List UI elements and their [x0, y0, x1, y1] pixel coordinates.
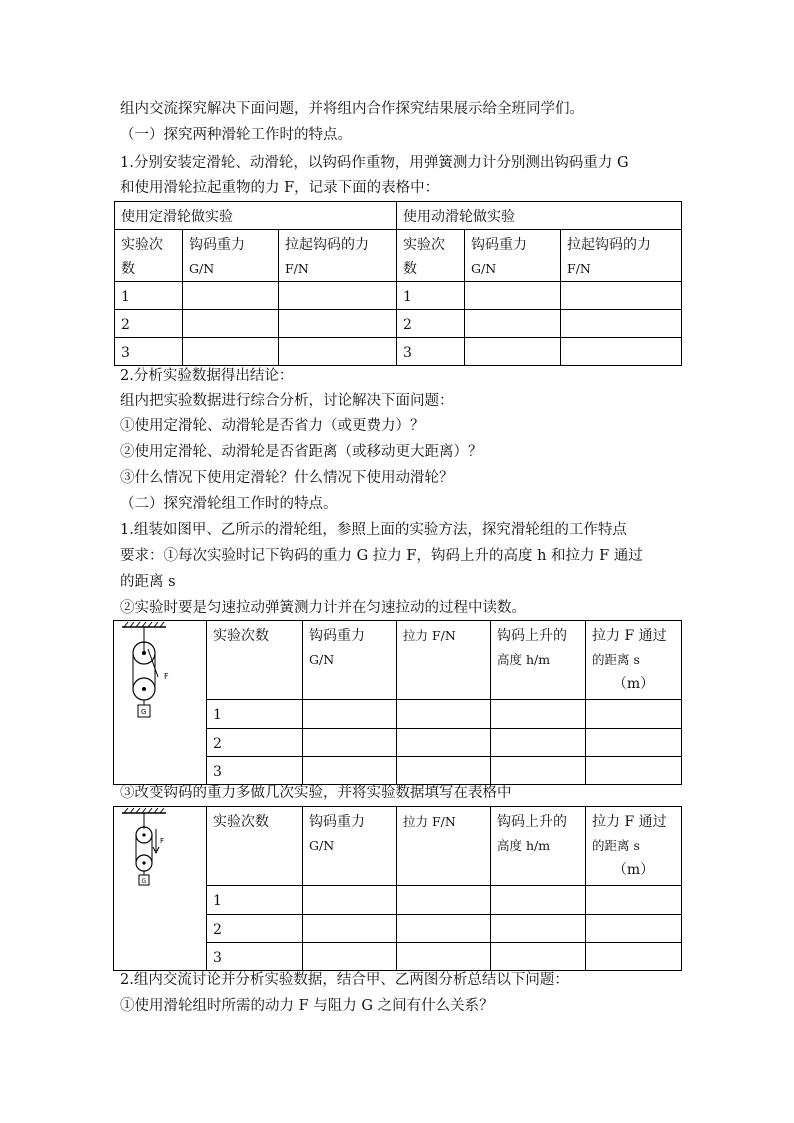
table-row	[115, 338, 682, 366]
header-distance-a: 拉力 F 通过	[592, 628, 667, 644]
section1-question-3: ③什么情况下使用定滑轮？什么情况下使用动滑轮？	[120, 470, 454, 486]
trial-number: 2	[207, 728, 303, 756]
header-force-fixed	[279, 230, 397, 282]
trial-number: 1	[397, 282, 465, 310]
blank-cell[interactable]	[465, 310, 561, 338]
movable-pulley-header: 使用动滑轮做实验	[397, 202, 682, 230]
trial-number: 2	[397, 310, 465, 338]
weight-label-g: G	[141, 878, 147, 885]
blank-cell[interactable]	[303, 756, 397, 784]
header-weight	[303, 621, 397, 700]
header-force: 拉力 F/N	[397, 807, 491, 886]
pulley-block-diagram-b	[114, 807, 206, 962]
blank-cell[interactable]	[397, 942, 491, 970]
header-weight-a: 钩码重力	[189, 237, 245, 253]
blank-cell[interactable]	[183, 310, 279, 338]
header-weight-a: 钩码重力	[309, 628, 365, 644]
force-label-f: F	[164, 672, 169, 681]
blank-cell[interactable]	[586, 914, 682, 942]
header-force-movable	[561, 230, 682, 282]
blank-cell[interactable]	[279, 338, 397, 366]
header-distance-a: 拉力 F 通过	[592, 814, 667, 830]
trial-number: 3	[397, 338, 465, 366]
blank-cell[interactable]	[183, 338, 279, 366]
section1-step2: 2.分析实验数据得出结论：	[120, 368, 294, 384]
intro-text: 组内交流探究解决下面问题，并将组内合作探究结果展示给全班同学们。	[120, 101, 584, 117]
blank-cell[interactable]	[561, 310, 682, 338]
header-distance-c: （m）	[612, 862, 655, 878]
section2-step2: 2.组内交流讨论并分析实验数据，结合甲、乙两图分析总结以下问题：	[120, 972, 569, 988]
blank-cell[interactable]	[491, 914, 586, 942]
table-row	[115, 282, 682, 310]
header-trial-movable	[397, 230, 465, 282]
header-weight-b: G/N	[189, 261, 215, 276]
section1-title: （一）探究两种滑轮工作时的特点。	[120, 127, 352, 143]
trial-number: 3	[207, 756, 303, 784]
trial-number: 1	[115, 282, 183, 310]
table-row	[115, 310, 682, 338]
blank-cell[interactable]	[491, 886, 586, 914]
blank-cell[interactable]	[465, 282, 561, 310]
header-weight-b: G/N	[309, 652, 335, 667]
pulley-figure-a	[114, 621, 207, 785]
trial-number: 2	[207, 914, 303, 942]
blank-cell[interactable]	[279, 310, 397, 338]
header-trial-b: 数	[403, 261, 418, 277]
header-weight-a: 钩码重力	[309, 814, 365, 830]
section1-question-1: ①使用定滑轮、动滑轮是否省力（或更费力）？	[120, 418, 425, 434]
blank-cell[interactable]	[586, 728, 682, 756]
blank-cell[interactable]	[183, 282, 279, 310]
blank-cell[interactable]	[465, 338, 561, 366]
header-weight	[303, 807, 397, 886]
section1-step2-desc: 组内把实验数据进行综合分析，讨论解决下面问题：	[120, 393, 454, 409]
pulley-block-table-b	[113, 806, 682, 971]
blank-cell[interactable]	[303, 942, 397, 970]
blank-cell[interactable]	[397, 914, 491, 942]
blank-cell[interactable]	[397, 886, 491, 914]
header-trials: 实验次数	[207, 807, 303, 886]
blank-cell[interactable]	[397, 700, 491, 728]
header-force-a: 拉起钩码的力	[567, 237, 652, 253]
trial-number: 1	[207, 700, 303, 728]
header-trial-fixed	[115, 230, 183, 282]
blank-cell[interactable]	[279, 282, 397, 310]
header-weight-fixed	[183, 230, 279, 282]
blank-cell[interactable]	[586, 756, 682, 784]
header-distance-b: 的距离 s	[592, 652, 640, 667]
header-force-a: 拉起钩码的力	[285, 237, 369, 253]
section2-step1-line3: 的距离 s	[120, 574, 176, 590]
blank-cell[interactable]	[491, 700, 586, 728]
section1-question-2: ②使用定滑轮、动滑轮是否省距离（或移动更大距离）？	[120, 444, 483, 460]
header-trial-b: 数	[121, 261, 135, 277]
section2-requirement-3: ③改变钩码的重力多做几次实验，并将实验数据填写在表格中	[120, 785, 512, 801]
blank-cell[interactable]	[561, 338, 682, 366]
header-height-a: 钩码上升的	[497, 628, 567, 644]
header-trials: 实验次数	[207, 621, 303, 700]
section2-requirement-2: ②实验时要是匀速拉动弹簧测力计并在匀速拉动的过程中读数。	[120, 600, 526, 616]
section2-step1-line2: 要求：①每次实验时记下钩码的重力 G 拉力 F，钩码上升的高度 h 和拉力 F 通过	[120, 548, 643, 564]
blank-cell[interactable]	[491, 728, 586, 756]
pulley-block-diagram-a	[114, 621, 206, 776]
section2-step1-line1: 1.组装如图甲、乙所示的滑轮组，参照上面的实验方法，探究滑轮组的工作特点	[120, 522, 627, 538]
header-distance-c: （m）	[612, 676, 655, 692]
force-label-f: F	[160, 837, 165, 845]
header-trial-a: 实验次	[121, 237, 163, 253]
pulley-comparison-table	[114, 201, 682, 366]
trial-number: 1	[207, 886, 303, 914]
section1-step1-line2: 和使用滑轮拉起重物的力 F，记录下面的表格中：	[120, 180, 440, 196]
header-weight-b: G/N	[471, 261, 497, 276]
header-distance-b: 的距离 s	[592, 838, 640, 853]
header-height	[491, 807, 586, 886]
pulley-block-table-a	[113, 620, 682, 785]
header-weight-movable	[465, 230, 561, 282]
pulley-figure-b	[114, 807, 207, 971]
blank-cell[interactable]	[561, 282, 682, 310]
blank-cell[interactable]	[491, 756, 586, 784]
blank-cell[interactable]	[397, 756, 491, 784]
fixed-pulley-header: 使用定滑轮做实验	[115, 202, 397, 230]
header-trial-a: 实验次	[403, 237, 446, 253]
header-height-b: 高度 h/m	[497, 652, 551, 667]
header-force-b: F/N	[285, 261, 309, 276]
blank-cell[interactable]	[586, 886, 682, 914]
header-distance	[586, 621, 682, 700]
header-height-b: 高度 h/m	[497, 838, 551, 853]
blank-cell[interactable]	[586, 942, 682, 970]
header-height	[491, 621, 586, 700]
blank-cell[interactable]	[303, 914, 397, 942]
weight-label-g: G	[141, 708, 147, 716]
section1-step1-line1: 1.分别安装定滑轮、动滑轮，以钩码作重物，用弹簧测力计分别测出钩码重力 G	[120, 155, 629, 171]
trial-number: 3	[207, 942, 303, 970]
header-weight-b: G/N	[309, 838, 335, 853]
trial-number: 3	[115, 338, 183, 366]
header-weight-a: 钩码重力	[471, 237, 528, 253]
blank-cell[interactable]	[491, 942, 586, 970]
header-force: 拉力 F/N	[397, 621, 491, 700]
section2-question-1: ①使用滑轮组时所需的动力 F 与阻力 G 之间有什么关系？	[120, 998, 494, 1014]
header-height-a: 钩码上升的	[497, 814, 567, 830]
blank-cell[interactable]	[303, 728, 397, 756]
section2-title: （二）探究滑轮组工作时的特点。	[120, 496, 338, 512]
blank-cell[interactable]	[303, 886, 397, 914]
trial-number: 2	[115, 310, 183, 338]
blank-cell[interactable]	[586, 700, 682, 728]
blank-cell[interactable]	[397, 728, 491, 756]
blank-cell[interactable]	[303, 700, 397, 728]
header-force-b: F/N	[567, 261, 591, 276]
header-distance	[586, 807, 682, 886]
